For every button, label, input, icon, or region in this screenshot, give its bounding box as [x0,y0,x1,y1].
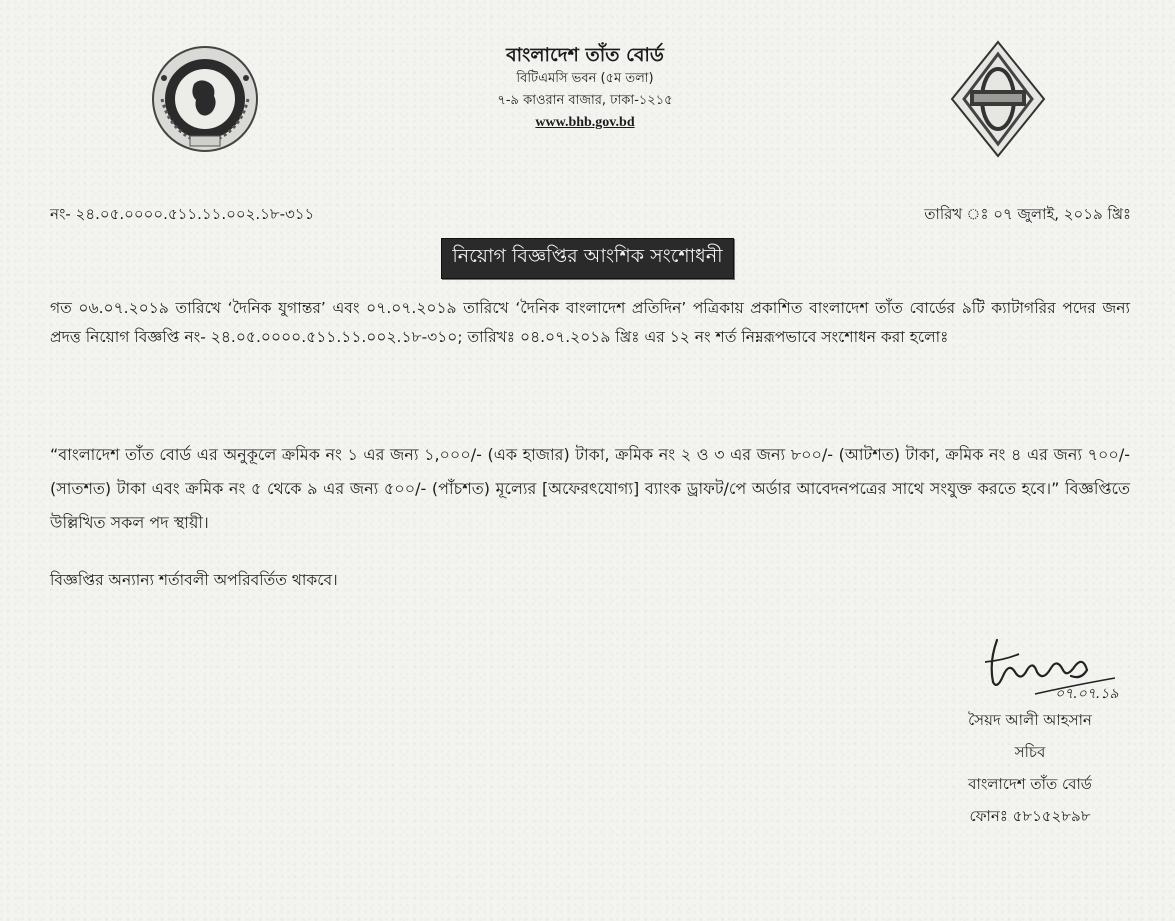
memo-date: তারিখ ঃ ০৭ জুলাই, ২০১৯ খ্রিঃ [924,205,1131,223]
address-line-2: ৭-৯ কাওরান বাজার, ঢাকা-১২১৫ [497,93,673,108]
title-container [0,238,1175,279]
memo-number: নং- ২৪.০৫.০০০০.৫১১.১১.০০২.১৮-৩১১ [50,205,315,223]
signature-block [930,704,1130,832]
notice-title: নিয়োগ বিজ্ঞপ্তির আংশিক সংশোধনী [441,238,733,279]
website-link[interactable]: www.bhb.gov.bd [535,115,635,130]
signatory-name: সৈয়দ আলী আহসান [968,711,1092,729]
organization-name: বাংলাদেশ তাঁত বোর্ড [506,44,664,66]
signatory-phone: ফোনঃ ৫৮১৫২৮৯৮ [969,807,1091,825]
body-paragraph-3: বিজ্ঞপ্তির অন্যান্য শর্তাবলী অপরিবর্তিত থাকবে। [50,571,338,589]
signature-icon [975,632,1120,702]
signatory-organization: বাংলাদেশ তাঁত বোর্ড [968,775,1092,793]
government-seal-icon [150,44,260,154]
body-paragraph-1: গত ০৬.০৭.২০১৯ তারিখে ‘দৈনিক যুগান্তর’ এবং ০৭.০৭.২০১৯ তারিখে ‘দৈনিক বাংলাদেশ প্রতিদিন’ পত্রিকায় প্রকাশিত বাংলাদেশ তাঁত বোর্ডের ৯টি ক্যাটাগরির পদের জন্য প্রদত্ত নিয়োগ বিজ্ঞপ্তি নং- ২৪.০৫.০০০০.৫১১.১১.০০২.১৮-৩১০; তারিখঃ ০৪.০৭.২০১৯ খ্রিঃ এর ১২ নং শর্ত নিম্নরূপভাবে সংশোধন করা হলোঃ [50,299,1130,346]
signature-date: ০৭.০৭.১৯ [1055,686,1119,702]
signatory-designation: সচিব [1014,743,1046,761]
address-line-1: বিটিএমসি ভবন (৫ম তলা) [516,71,654,86]
board-logo-icon [948,40,1048,158]
body-paragraph-2: “বাংলাদেশ তাঁত বোর্ড এর অনুকূলে ক্রমিক নং ১ এর জন্য ১,০০০/- (এক হাজার) টাকা, ক্রমিক নং ২ ও ৩ এর জন্য ৮০০/- (আটশত) টাকা, ক্রমিক নং ৪ এর জন্য ৭০০/- (সাতশত) টাকা এবং ক্রমিক নং ৫ থেকে ৯ এর জন্য ৫০০/- (পাঁচশত) মূল্যের [অফেরৎযোগ্য] ব্যাংক ড্রাফট/পে অর্ডার আবেদনপত্রের সাথে সংযুক্ত করতে হবে।” বিজ্ঞপ্তিতে উল্লিখিত সকল পদ স্থায়ী। [50,445,1130,532]
letterhead [420,42,750,134]
